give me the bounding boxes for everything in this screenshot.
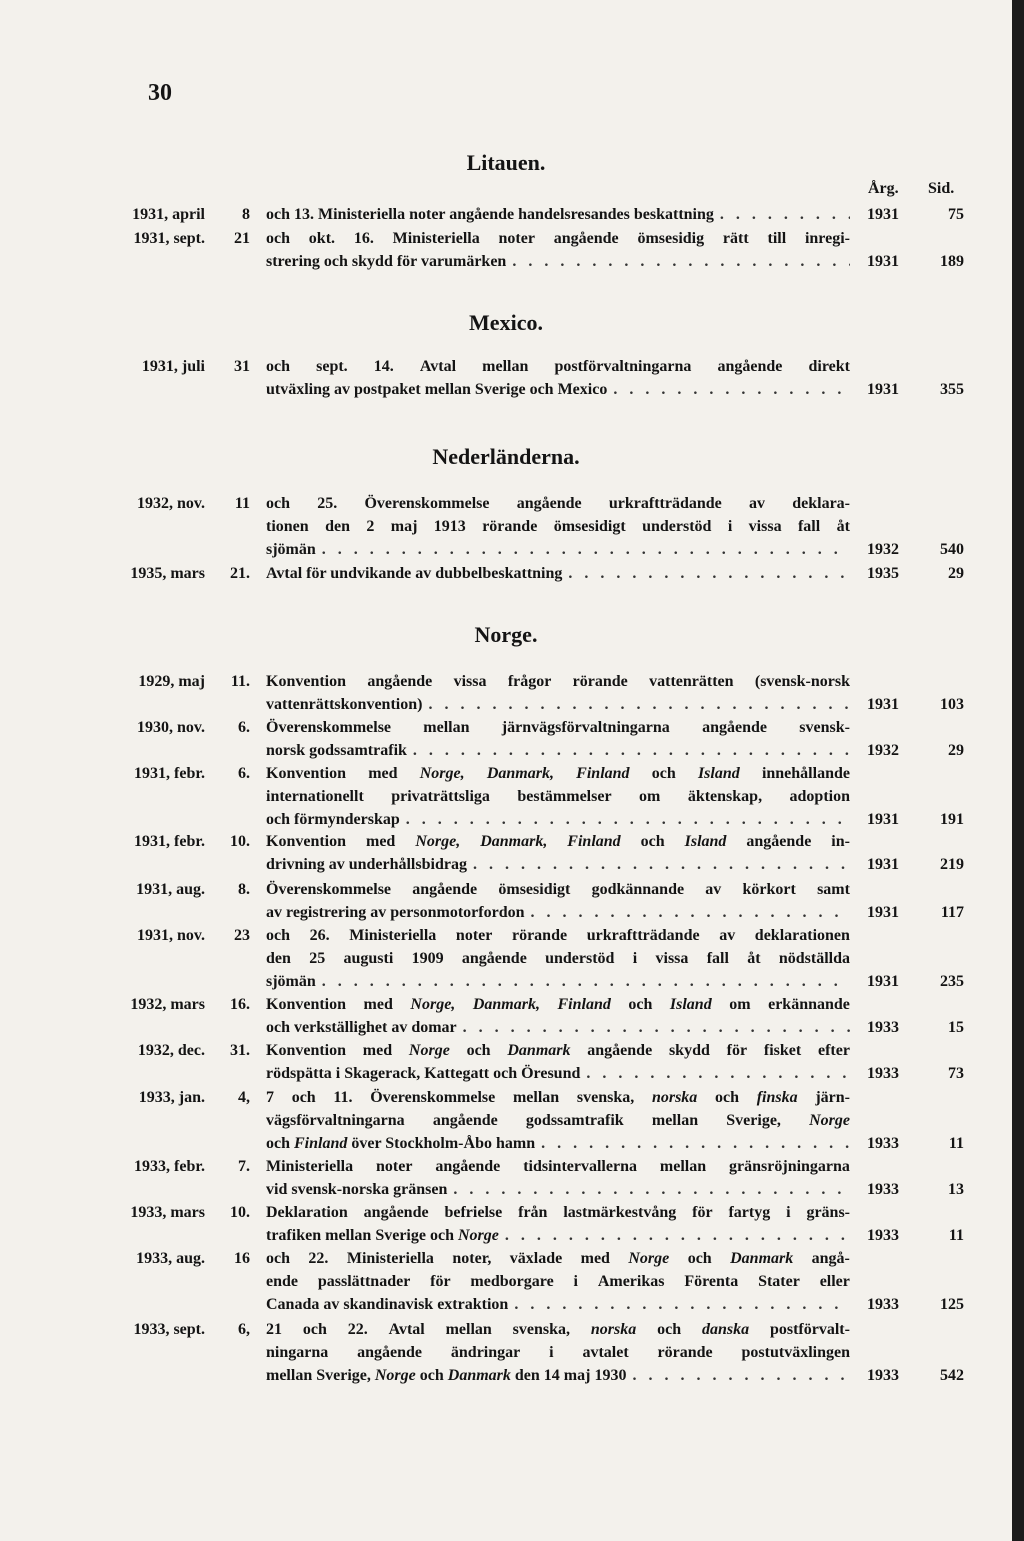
entry-page: 29 bbox=[948, 565, 964, 582]
dot-leader bbox=[586, 1062, 850, 1085]
entry-page: 189 bbox=[940, 253, 964, 270]
description-line: och 22. Ministeriella noter, växlade med Norge och Danmark angå- bbox=[266, 1250, 850, 1267]
entry-page: 191 bbox=[940, 811, 964, 828]
description-line: 21 och 22. Avtal mellan svenska, norska och danska postförvalt- bbox=[266, 1321, 850, 1338]
year-column-header: Årg. bbox=[868, 180, 899, 197]
section-title: Litauen. bbox=[466, 150, 546, 175]
entry-day: 6. bbox=[238, 719, 250, 736]
entry-date: 1931, sept. bbox=[133, 230, 205, 247]
entry-description bbox=[266, 203, 850, 226]
index-entry bbox=[0, 1318, 1012, 1387]
entry-page: 29 bbox=[948, 742, 964, 759]
entry-date: 1933, febr. bbox=[134, 1158, 205, 1175]
entry-day: 10. bbox=[230, 833, 250, 850]
description-line: och förmynderskap . . . bbox=[266, 808, 850, 831]
entry-day: 10. bbox=[230, 1204, 250, 1221]
entry-date: 1932, mars bbox=[130, 996, 205, 1013]
entry-page: 15 bbox=[948, 1019, 964, 1036]
entry-date: 1931, febr. bbox=[134, 765, 205, 782]
index-entry bbox=[0, 1086, 1012, 1155]
dot-leader bbox=[453, 1178, 850, 1201]
entry-year: 1931 bbox=[867, 856, 899, 873]
entry-page: 355 bbox=[940, 381, 964, 398]
entry-description bbox=[266, 355, 850, 401]
entry-date: 1933, sept. bbox=[133, 1321, 205, 1338]
index-entry bbox=[0, 562, 1012, 585]
dot-leader bbox=[514, 1293, 850, 1316]
entry-day: 11. bbox=[230, 673, 250, 690]
dot-leader bbox=[322, 970, 850, 993]
dot-leader bbox=[512, 250, 850, 273]
entry-day: 4, bbox=[238, 1089, 250, 1106]
description-line: och okt. 16. Ministeriella noter angående ömsesidig rätt till inregi- bbox=[266, 230, 850, 247]
entry-description bbox=[266, 1318, 850, 1387]
entry-date: 1931, april bbox=[132, 206, 205, 223]
description-line: sjömän . . . bbox=[266, 970, 850, 993]
description-line: internationellt privaträttsliga bestämmelser om äktenskap, adoption bbox=[266, 788, 850, 805]
dot-leader bbox=[505, 1224, 850, 1247]
entry-year: 1932 bbox=[867, 742, 899, 759]
entry-description bbox=[266, 878, 850, 924]
page-column-header: Sid. bbox=[928, 180, 955, 197]
entry-date: 1935, mars bbox=[130, 565, 205, 582]
entry-day: 6, bbox=[238, 1321, 250, 1338]
entry-day: 16 bbox=[234, 1250, 250, 1267]
entry-day: 7. bbox=[238, 1158, 250, 1175]
description-line: drivning av underhållsbidrag . . . bbox=[266, 853, 850, 876]
index-entry bbox=[0, 1155, 1012, 1201]
entry-year: 1931 bbox=[867, 381, 899, 398]
entry-year: 1933 bbox=[867, 1135, 899, 1152]
dot-leader bbox=[413, 739, 850, 762]
dot-leader bbox=[531, 901, 851, 924]
scan-edge bbox=[1012, 0, 1024, 1541]
entry-day: 31 bbox=[234, 358, 250, 375]
entry-description bbox=[266, 716, 850, 762]
description-line: ende passlättnader för medborgare i Amerikas Förenta Stater eller bbox=[266, 1273, 850, 1290]
entry-year: 1931 bbox=[867, 973, 899, 990]
entry-day: 21. bbox=[230, 565, 250, 582]
index-entry bbox=[0, 924, 1012, 993]
description-line: Konvention med Norge och Danmark angående skydd för fisket efter bbox=[266, 1042, 850, 1059]
entry-day: 8. bbox=[238, 881, 250, 898]
entry-page: 125 bbox=[940, 1296, 964, 1313]
entry-description bbox=[266, 1086, 850, 1155]
index-entry bbox=[0, 1201, 1012, 1247]
entry-year: 1931 bbox=[867, 811, 899, 828]
description-line: strering och skydd för varumärken . . . bbox=[266, 250, 850, 273]
index-entry bbox=[0, 203, 1012, 226]
page-number: 30 bbox=[148, 80, 172, 106]
index-entry bbox=[0, 878, 1012, 924]
entry-day: 11 bbox=[234, 495, 250, 512]
description-line: Konvention angående vissa frågor rörande vattenrätten (svensk-norsk bbox=[266, 673, 850, 690]
entry-year: 1933 bbox=[867, 1367, 899, 1384]
dot-leader bbox=[632, 1364, 850, 1387]
description-line: och 13. Ministeriella noter angående handelsresandes beskattning . . . bbox=[266, 203, 850, 226]
entry-day: 16. bbox=[230, 996, 250, 1013]
index-entry bbox=[0, 492, 1012, 561]
description-line: Deklaration angående befrielse från lastmärkestvång för fartyg i gräns- bbox=[266, 1204, 850, 1221]
dot-leader bbox=[613, 378, 850, 401]
entry-year: 1931 bbox=[867, 253, 899, 270]
entry-page: 542 bbox=[940, 1367, 964, 1384]
entry-page: 117 bbox=[940, 904, 964, 921]
entry-year: 1933 bbox=[867, 1065, 899, 1082]
description-line: 7 och 11. Överenskommelse mellan svenska, norska och finska järn- bbox=[266, 1089, 850, 1106]
description-line: Canada av skandinavisk extraktion . . . bbox=[266, 1293, 850, 1316]
index-entry bbox=[0, 670, 1012, 716]
dot-leader bbox=[428, 693, 850, 716]
description-line: norsk godssamtrafik . . . bbox=[266, 739, 850, 762]
entry-description bbox=[266, 1039, 850, 1085]
description-line: Avtal för undvikande av dubbelbeskattning . . . bbox=[266, 562, 850, 585]
description-line: och 26. Ministeriella noter rörande urkraftträdande av deklarationen bbox=[266, 927, 850, 944]
entry-page: 219 bbox=[940, 856, 964, 873]
description-line: och verkställighet av domar . . . bbox=[266, 1016, 850, 1039]
dot-leader bbox=[406, 808, 850, 831]
index-entry bbox=[0, 1247, 1012, 1316]
entry-day: 23 bbox=[234, 927, 250, 944]
entry-description bbox=[266, 1155, 850, 1201]
description-line: Konvention med Norge, Danmark, Finland och Island om erkännande bbox=[266, 996, 850, 1013]
description-line: Konvention med Norge, Danmark, Finland och Island innehållande bbox=[266, 765, 850, 782]
description-line: den 25 augusti 1909 angående understöd i vissa fall åt nödställda bbox=[266, 950, 850, 967]
entry-page: 13 bbox=[948, 1181, 964, 1198]
entry-page: 73 bbox=[948, 1065, 964, 1082]
index-entry bbox=[0, 716, 1012, 762]
description-line: sjömän . . . bbox=[266, 538, 850, 561]
description-line: rödspätta i Skagerack, Kattegatt och Öresund . . . bbox=[266, 1062, 850, 1085]
entry-date: 1931, nov. bbox=[136, 927, 205, 944]
entry-year: 1931 bbox=[867, 904, 899, 921]
entry-year: 1931 bbox=[867, 696, 899, 713]
description-line: Konvention med Norge, Danmark, Finland och Island angående in- bbox=[266, 833, 850, 850]
entry-date: 1929, maj bbox=[138, 673, 205, 690]
entry-description bbox=[266, 1201, 850, 1247]
description-line: Överenskommelse angående ömsesidigt godkännande av körkort samt bbox=[266, 881, 850, 898]
description-line: och sept. 14. Avtal mellan postförvaltningarna angående direkt bbox=[266, 358, 850, 375]
description-line: Ministeriella noter angående tidsintervallerna mellan gränsröjningarna bbox=[266, 1158, 850, 1175]
entry-page: 235 bbox=[940, 973, 964, 990]
entry-description bbox=[266, 762, 850, 831]
entry-day: 21 bbox=[234, 230, 250, 247]
description-line: vattenrättskonvention) . . . bbox=[266, 693, 850, 716]
index-entry bbox=[0, 227, 1012, 273]
index-entry bbox=[0, 830, 1012, 876]
entry-page: 11 bbox=[948, 1135, 964, 1152]
entry-date: 1931, aug. bbox=[136, 881, 205, 898]
description-line: ningarna angående ändringar i avtalet rörande postutväxlingen bbox=[266, 1344, 850, 1361]
entry-description bbox=[266, 227, 850, 273]
entry-description bbox=[266, 670, 850, 716]
entry-day: 31. bbox=[230, 1042, 250, 1059]
entry-date: 1933, mars bbox=[130, 1204, 205, 1221]
entry-description bbox=[266, 1247, 850, 1316]
section-title: Mexico. bbox=[469, 310, 543, 335]
entry-description bbox=[266, 562, 850, 585]
index-entry bbox=[0, 993, 1012, 1039]
entry-date: 1932, dec. bbox=[137, 1042, 205, 1059]
entry-year: 1932 bbox=[867, 541, 899, 558]
entry-description bbox=[266, 492, 850, 561]
entry-description bbox=[266, 830, 850, 876]
entry-day: 8 bbox=[242, 206, 250, 223]
entry-year: 1933 bbox=[867, 1296, 899, 1313]
entry-date: 1932, nov. bbox=[136, 495, 205, 512]
entry-date: 1931, febr. bbox=[134, 833, 205, 850]
description-line: utväxling av postpaket mellan Sverige och Mexico . . . bbox=[266, 378, 850, 401]
dot-leader bbox=[541, 1132, 850, 1155]
entry-date: 1933, jan. bbox=[138, 1089, 205, 1106]
dot-leader bbox=[720, 203, 850, 226]
entry-page: 75 bbox=[948, 206, 964, 223]
entry-year: 1933 bbox=[867, 1227, 899, 1244]
section-title: Norge. bbox=[474, 622, 538, 647]
entry-year: 1935 bbox=[867, 565, 899, 582]
dot-leader bbox=[463, 1016, 850, 1039]
dot-leader bbox=[322, 538, 850, 561]
entry-year: 1931 bbox=[867, 206, 899, 223]
description-line: tionen den 2 maj 1913 rörande ömsesidigt understöd i vissa fall åt bbox=[266, 518, 850, 535]
entry-page: 103 bbox=[940, 696, 964, 713]
entry-date: 1933, aug. bbox=[136, 1250, 205, 1267]
entry-date: 1930, nov. bbox=[136, 719, 205, 736]
index-entry bbox=[0, 762, 1012, 831]
entry-page: 11 bbox=[948, 1227, 964, 1244]
description-line: vägsförvaltningarna angående godssamtrafik mellan Sverige, Norge bbox=[266, 1112, 850, 1129]
index-entry bbox=[0, 355, 1012, 401]
description-line: trafiken mellan Sverige och Norge . . . bbox=[266, 1224, 850, 1247]
entry-date: 1931, juli bbox=[141, 358, 205, 375]
dot-leader bbox=[568, 562, 850, 585]
description-line: och 25. Överenskommelse angående urkraftträdande av deklara- bbox=[266, 495, 850, 512]
description-line: mellan Sverige, Norge och Danmark den 14 maj 1930 . . . bbox=[266, 1364, 850, 1387]
description-line: Överenskommelse mellan järnvägsförvaltningarna angående svensk- bbox=[266, 719, 850, 736]
section-title: Nederländerna. bbox=[432, 444, 580, 469]
entry-page: 540 bbox=[940, 541, 964, 558]
entry-description bbox=[266, 924, 850, 993]
entry-year: 1933 bbox=[867, 1181, 899, 1198]
entry-description bbox=[266, 993, 850, 1039]
index-entry bbox=[0, 1039, 1012, 1085]
description-line: av registrering av personmotorfordon . . . bbox=[266, 901, 850, 924]
description-line: och Finland över Stockholm-Åbo hamn . . . bbox=[266, 1132, 850, 1155]
dot-leader bbox=[473, 853, 850, 876]
entry-day: 6. bbox=[238, 765, 250, 782]
entry-year: 1933 bbox=[867, 1019, 899, 1036]
description-line: vid svensk-norska gränsen . . . bbox=[266, 1178, 850, 1201]
